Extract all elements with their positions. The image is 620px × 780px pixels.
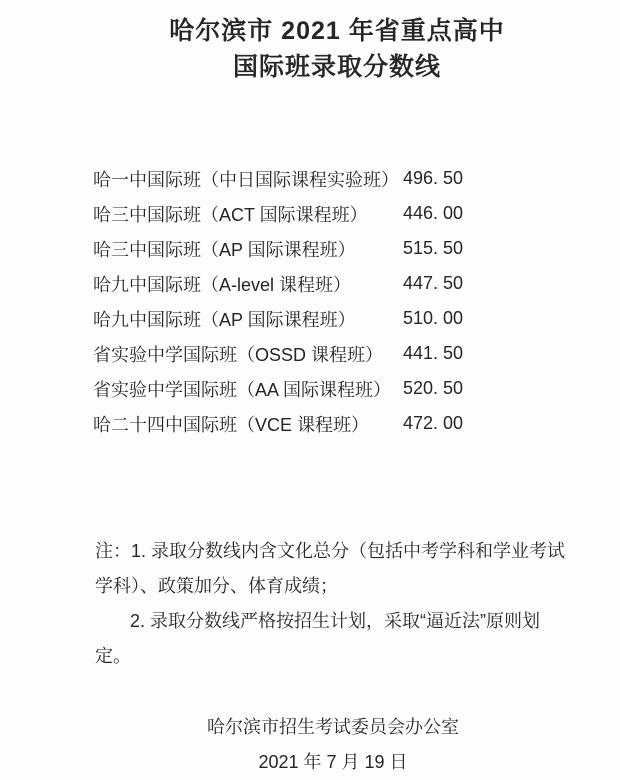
score-row: [93, 196, 600, 231]
document-title-line-1: 哈尔滨市 2021 年省重点高中: [169, 17, 505, 45]
score-row: [93, 301, 600, 336]
score-value: 520. 50: [403, 378, 464, 398]
school-class-label: 哈一中国际班（中日国际课程实验班）: [93, 169, 399, 190]
school-class-label: 省实验中学国际班（OSSD 课程班）: [93, 344, 384, 365]
score-value: 446. 00: [403, 203, 464, 223]
score-value: 472. 00: [403, 413, 464, 433]
document-title-line-2: 国际班录取分数线: [232, 53, 441, 81]
school-class-label: 哈九中国际班（A-level 课程班）: [93, 274, 352, 295]
score-value: 441. 50: [403, 343, 464, 363]
score-value: 447. 50: [403, 273, 464, 293]
issue-date: 2021 年 7 月 19 日: [258, 752, 408, 772]
score-row: [93, 336, 600, 371]
score-value: 496. 50: [403, 168, 464, 188]
score-value: 510. 00: [403, 308, 464, 328]
score-row: [93, 161, 600, 196]
school-class-label: 哈九中国际班（AP 国际课程班）: [93, 309, 356, 330]
issuer-name: 哈尔滨市招生考试委员会办公室: [207, 717, 459, 737]
document-title: [0, 0, 620, 85]
school-class-label: 哈三中国际班（ACT 国际课程班）: [93, 204, 368, 225]
school-class-label: 哈三中国际班（AP 国际课程班）: [93, 239, 356, 260]
note-line-4: 定。: [95, 646, 131, 666]
score-list: [93, 161, 600, 441]
score-row: [93, 406, 600, 441]
school-class-label: 哈二十四中国际班（VCE 课程班）: [93, 414, 370, 435]
note-line-3: 2. 录取分数线严格按招生计划，采取“逼近法”原则划: [130, 611, 540, 631]
score-row: [93, 231, 600, 266]
note-line-1: 注：1. 录取分数线内含文化总分（包括中考学科和学业考试: [95, 541, 566, 561]
score-row: [93, 266, 600, 301]
school-class-label: 省实验中学国际班（AA 国际课程班）: [93, 379, 392, 400]
document-footer: [0, 710, 620, 780]
note-line-2: 学科）、政策加分、体育成绩；: [95, 576, 338, 596]
score-row: [93, 371, 600, 406]
notes-section: [95, 534, 590, 674]
score-value: 515. 50: [403, 238, 464, 258]
